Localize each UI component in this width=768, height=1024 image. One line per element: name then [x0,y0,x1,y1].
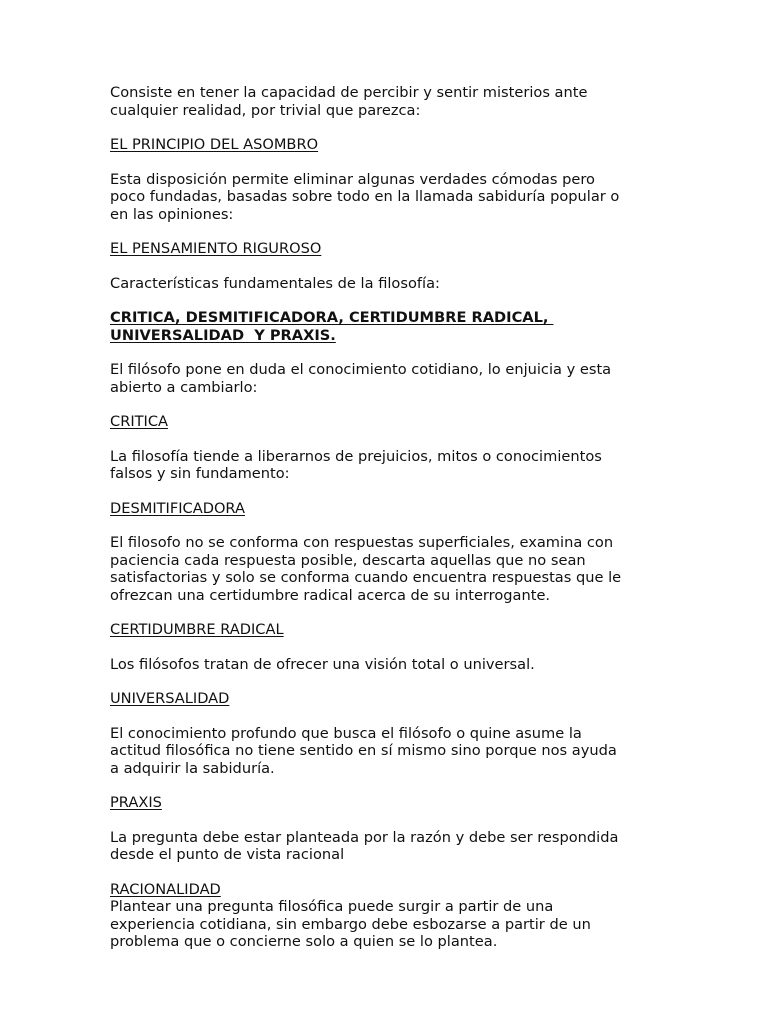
body-paragraph [110,361,670,396]
body-paragraph [110,898,670,951]
paragraph-line: satisfactorias y solo se conforma cuando encuentra respuestas que le [110,569,622,586]
paragraph-line: Características fundamentales de la filosofía: [110,274,440,292]
paragraph-line: actitud filosófica no tiene sentido en sí mismo sino porque nos ayuda [110,742,617,759]
paragraph-line: abierto a cambiarlo: [110,378,258,396]
document-page [110,84,670,968]
paragraph-line: Los filósofos tratan de ofrecer una visión total o universal. [110,655,535,673]
paragraph-line: problema que o concierne solo a quien se lo plantea. [110,933,498,950]
heading-line: PRAXIS [110,794,162,811]
paragraph-line: falsos y sin fundamento: [110,465,290,482]
section-heading [110,690,670,708]
paragraph-line: cualquier realidad, por trivial que parezca: [110,101,421,119]
section-heading [110,500,670,518]
heading-line: UNIVERSALIDAD Y PRAXIS. [110,326,336,344]
section-heading [110,881,670,899]
body-paragraph [110,448,670,483]
paragraph-line: Plantear una pregunta filosófica puede surgir a partir de una [110,898,554,915]
body-paragraph [110,275,670,293]
section-heading [110,309,670,344]
section-heading [110,413,670,431]
paragraph-line: a adquirir la sabiduría. [110,759,275,777]
heading-line: DESMITIFICADORA [110,499,245,517]
paragraph-line: en las opiniones: [110,205,234,223]
paragraph-line: paciencia cada respuesta posible, descarta aquellas que no sean [110,551,586,569]
paragraph-line: La pregunta debe estar planteada por la razón y debe ser respondida [110,828,619,846]
body-paragraph [110,534,670,604]
paragraph-line: El conocimiento profundo que busca el filósofo o quine asume la [110,724,582,742]
body-paragraph [110,171,670,224]
paragraph-line: ofrezcan una certidumbre radical acerca de su interrogante. [110,586,551,604]
heading-line: EL PENSAMIENTO RIGUROSO [110,240,322,257]
body-paragraph [110,84,670,119]
heading-line: UNIVERSALIDAD [110,690,230,707]
heading-line: CRITICA, DESMITIFICADORA, CERTIDUMBRE RADICAL, [110,309,554,326]
body-paragraph [110,829,670,864]
paragraph-line: Consiste en tener la capacidad de percibir y sentir misterios ante [110,84,588,101]
heading-line: CRITICA [110,413,169,430]
paragraph-line: Esta disposición permite eliminar algunas verdades cómodas pero [110,170,595,188]
heading-line: CERTIDUMBRE RADICAL [110,621,284,638]
section-heading [110,794,670,812]
paragraph-line: poco fundadas, basadas sobre todo en la llamada sabiduría popular o [110,188,620,205]
section-heading [110,240,670,258]
paragraph-line: El filosofo no se conforma con respuestas superficiales, examina con [110,534,614,551]
heading-line: RACIONALIDAD [110,880,221,898]
paragraph-line: La filosofía tiende a liberarnos de prejuicios, mitos o conocimientos [110,447,602,465]
paragraph-line: El filósofo pone en duda el conocimiento cotidiano, lo enjuicia y esta [110,361,612,378]
section-heading [110,621,670,639]
paragraph-line: experiencia cotidiana, sin embargo debe esbozarse a partir de un [110,915,591,933]
section-heading [110,136,670,154]
paragraph-line: desde el punto de vista racional [110,846,345,863]
heading-line: EL PRINCIPIO DEL ASOMBRO [110,136,319,153]
body-paragraph [110,656,670,674]
body-paragraph [110,725,670,778]
